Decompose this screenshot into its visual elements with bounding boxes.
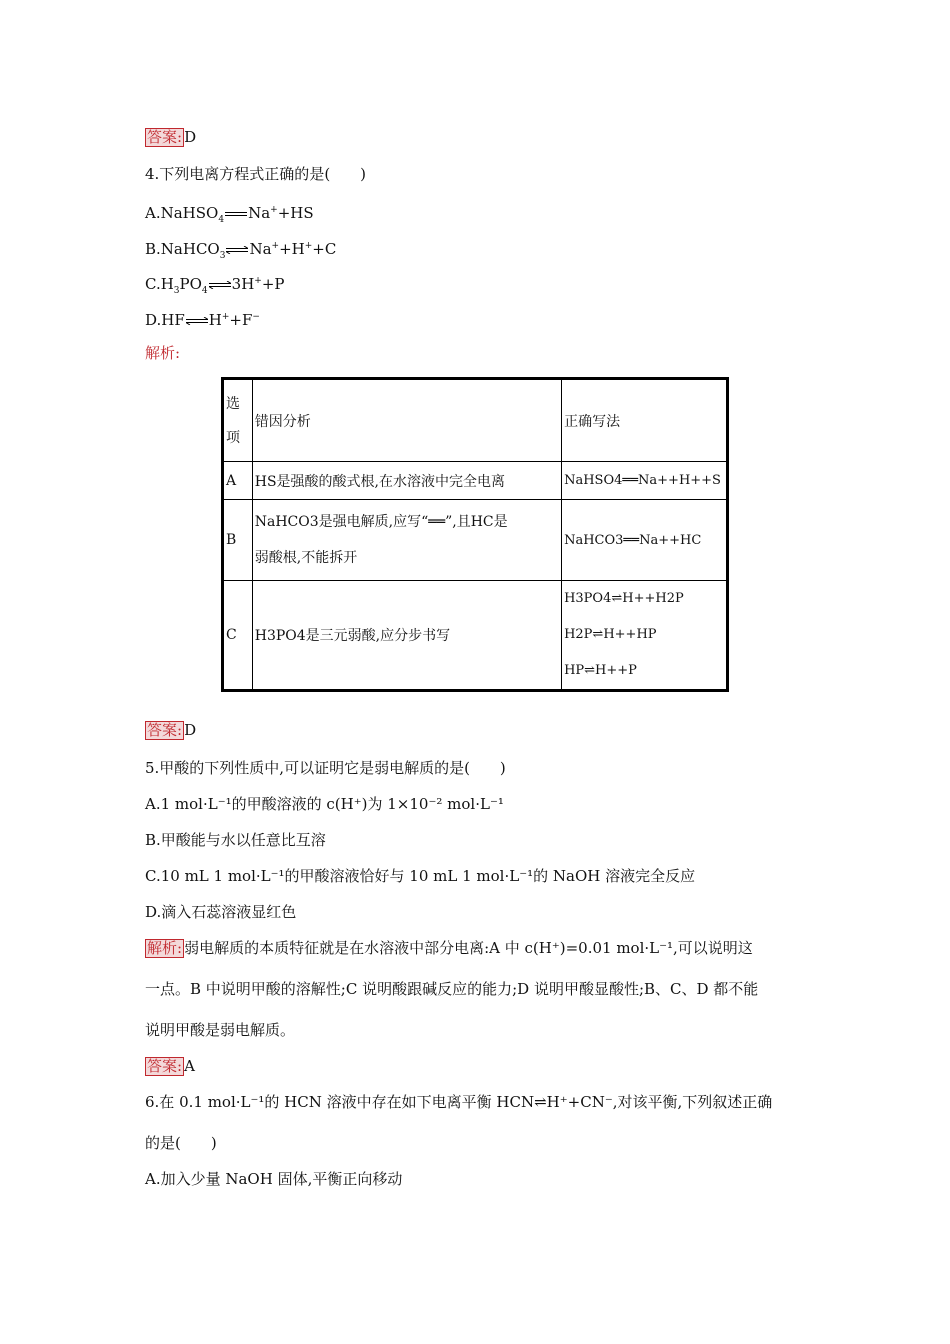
reversible-arrow-icon bbox=[209, 281, 231, 289]
row-a-correct: NaHSO4══Na++H++S bbox=[562, 462, 728, 500]
q6-stem-line-2: 的是( ) bbox=[145, 1134, 217, 1152]
answer-tag: 答案: bbox=[147, 721, 183, 739]
q5-option-a: A.1 mol·L⁻¹的甲酸溶液的 c(H⁺)为 1×10⁻² mol·L⁻¹ bbox=[145, 795, 504, 813]
q4-stem: 4.下列电离方程式正确的是( ) bbox=[145, 165, 367, 183]
q4-option-d: D.HF H++F− bbox=[145, 311, 260, 329]
q5-answer-line bbox=[145, 1056, 195, 1076]
row-c-correct: H3PO4⇌H++H2P H2P⇌H++HP HP⇌H++P bbox=[562, 581, 728, 691]
table-row bbox=[223, 581, 728, 691]
answer-tag: 答案: bbox=[147, 1057, 183, 1075]
reversible-arrow-icon bbox=[226, 246, 248, 254]
q4-analysis-label: 解析: bbox=[145, 344, 181, 362]
q4-answer: D bbox=[184, 721, 197, 739]
header-correct: 正确写法 bbox=[562, 379, 728, 462]
row-c-reason: H3PO4是三元弱酸,应分步书写 bbox=[252, 581, 561, 691]
q6-stem-line-1: 6.在 0.1 mol·L⁻¹的 HCN 溶液中存在如下电离平衡 HCN⇌H⁺+CN⁻,对该平衡,下列叙述正确 bbox=[145, 1093, 773, 1111]
analysis-table bbox=[221, 377, 729, 692]
q5-answer: A bbox=[184, 1057, 195, 1075]
header-option: 选项 bbox=[223, 379, 253, 462]
q5-stem: 5.甲酸的下列性质中,可以证明它是弱电解质的是( ) bbox=[145, 759, 506, 777]
table-row bbox=[223, 462, 728, 500]
analysis-tag: 解析: bbox=[147, 939, 183, 957]
row-a-reason: HS是强酸的酸式根,在水溶液中完全电离 bbox=[252, 462, 561, 500]
answer-tag: 答案: bbox=[147, 128, 183, 146]
q5-option-c: C.10 mL 1 mol·L⁻¹的甲酸溶液恰好与 10 mL 1 mol·L⁻¹的 NaOH 溶液完全反应 bbox=[145, 867, 696, 885]
row-c-option: C bbox=[223, 581, 253, 691]
row-a-option: A bbox=[223, 462, 253, 500]
table-row bbox=[223, 500, 728, 581]
q5-option-d: D.滴入石蕊溶液显红色 bbox=[145, 903, 297, 921]
q5-analysis-line-1: 解析: 弱电解质的本质特征就是在水溶液中部分电离:A 中 c(H⁺)=0.01 mol·L⁻¹,可以说明这 bbox=[147, 939, 753, 957]
q3-answer: D bbox=[184, 128, 197, 146]
q4-option-a: A.NaHSO$_4$ Na++HS bbox=[145, 204, 314, 225]
row-b-correct: NaHCO3══Na++HC bbox=[562, 500, 728, 581]
table-header-row bbox=[223, 379, 728, 462]
q4-answer-line bbox=[145, 720, 196, 740]
q5-option-b: B.甲酸能与水以任意比互溶 bbox=[145, 831, 326, 849]
header-reason: 错因分析 bbox=[252, 379, 561, 462]
q5-analysis-line-3: 说明甲酸是弱电解质。 bbox=[145, 1021, 296, 1039]
equals-arrow-icon bbox=[225, 210, 247, 218]
q5-analysis-line-2: 一点。B 中说明甲酸的溶解性;C 说明酸跟碱反应的能力;D 说明甲酸显酸性;B、C、D 都不能 bbox=[145, 980, 759, 998]
q4-option-c: $C.H_3PO_4$ 3H++P bbox=[145, 275, 285, 296]
row-b-reason: NaHCO3是强电解质,应写“══”,且HC是 弱酸根,不能拆开 bbox=[252, 500, 561, 581]
reversible-arrow-icon bbox=[186, 317, 208, 325]
q3-answer-line bbox=[145, 127, 196, 147]
q4-option-b: B.NaHCO$_3$ Na++H++C bbox=[145, 240, 337, 261]
q6-option-a: A.加入少量 NaOH 固体,平衡正向移动 bbox=[145, 1170, 403, 1188]
row-b-option: B bbox=[223, 500, 253, 581]
